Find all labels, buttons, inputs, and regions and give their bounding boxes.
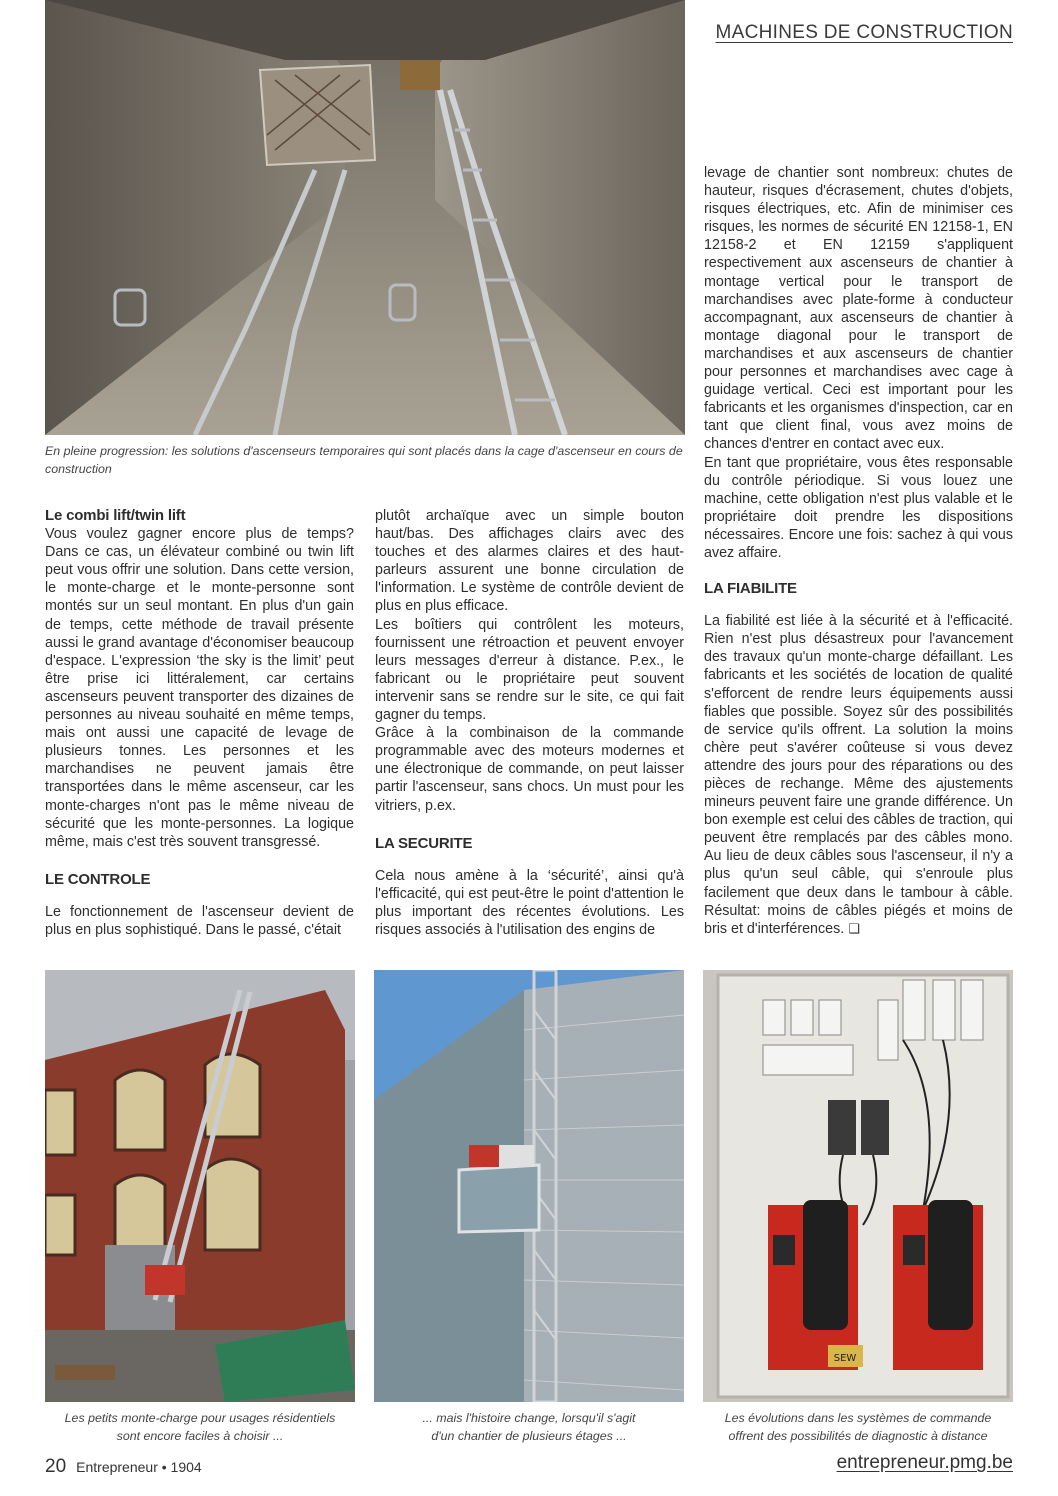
sew-sticker-text: SEW (833, 1353, 857, 1364)
article-column-2 (375, 507, 684, 939)
heading-la-securite: LA SECURITE (375, 834, 473, 852)
footer-left (45, 1456, 202, 1478)
tower-caption-line-2: d'un chantier de plusieurs étages ... (431, 1429, 627, 1443)
page-number: 20 (45, 1456, 67, 1477)
website-link[interactable]: entrepreneur.pmg.be (836, 1452, 1013, 1473)
brick-caption-line-2: sont encore faciles à choisir ... (116, 1429, 284, 1443)
paragraph-risques: levage de chantier sont nombreux: chutes de hauteur, risques d'écrasement, chutes d'objets, risques électriques, etc. Afin de minimiser ces risques, les normes de sécurité EN 12158-1, EN 12158-2 et EN 12159 s'appliquent respectivement aux ascenseurs de chantier à montage vertical pour le transport de marchandises avec plate-forme à conducteur accompagnant, aux ascenseurs de chantier à montage diagonal pour le transport de marchandises et aux ascenseurs de chantier pour personnes et marchandises avec cage à guidage vertical. Ceci est important pour les fabricants et les organismes d'inspection, car en tant que client final, vous avez moins de chances d'entrer en contact avec eux. (704, 165, 1013, 453)
brick-building-photo (45, 970, 355, 1402)
article-column-3 (704, 164, 1013, 938)
tower-lift-photo (374, 970, 684, 1402)
paragraph-boitiers: Les boîtiers qui contrôlent les moteurs, fournissent une rétroaction et peuvent envoyer leurs messages d'erreur à distance. P.ex., le fabricant ou le propriétaire peut souvent intervenir sans se rendre sur le site, ce qui fait gagner du temps. (375, 616, 684, 724)
end-of-article-mark: ❑ (848, 920, 860, 936)
paragraph-fiabilite (704, 612, 1013, 938)
brick-photo-caption (45, 1409, 355, 1445)
paragraph-proprietaire: En tant que propriétaire, vous êtes responsable du contrôle périodique. Si vous louez une machine, cette obligation n'est plus valable et le propriétaire doit prendre les dispositions nécessaires. Encore une fois: sachez à qui vous avez affaire. (704, 454, 1013, 561)
paragraph-securite: Cela nous amène à la ‘sécurité’, ainsi qu'à l'efficacité, qui est peut-être le point d'attention le plus important des récentes évolutions. Les risques associés à l'utilisation des engins de (375, 867, 684, 938)
heading-combi-lift: Le combi lift/twin lift (45, 507, 186, 524)
panel-photo-caption (703, 1409, 1013, 1445)
article-column-1 (45, 507, 354, 939)
tower-caption-line-1: ... mais l'histoire change, lorsqu'il s'agit (422, 1411, 636, 1425)
panel-caption-line-2: offrent des possibilités de diagnostic à distance (728, 1429, 988, 1443)
paragraph-combi-lift: Vous voulez gagner encore plus de temps? Dans ce cas, un élévateur combiné ou twin lift peut vous offrir une solution. Dans cette version, le monte-charge et le monte-personne sont montés sur un seul montant. En plus d'un gain de temps, cette méthode de travail présente aussi le grand avantage d'économiser beaucoup d'espace. L'expression ‘the sky is the limit’ peut être prise ici littéralement, car certains ascenseurs peuvent transporter des dizaines de personnes au niveau souhaité en même temps, mais ont aussi une capacité de levage de plusieurs tonnes. Les personnes et les marchandises ne peuvent jamais être transportées dans le même ascenseur, car les monte-charges n'ont pas le même niveau de sécurité que les monte-personnes. La logique même, mais c'est très souvent transgressé. (45, 526, 354, 850)
paragraph-le-controle: Le fonctionnement de l'ascenseur devient de plus en plus sophistiqué. Dans le passé, c'était (45, 903, 354, 938)
heading-le-controle: LE CONTROLE (45, 870, 151, 888)
section-title: MACHINES DE CONSTRUCTION (715, 22, 1013, 43)
tower-photo-caption (374, 1409, 684, 1445)
panel-caption-line-1: Les évolutions dans les systèmes de commande (724, 1411, 992, 1425)
control-panel-photo (703, 970, 1013, 1402)
brick-caption-line-1: Les petits monte-charge pour usages résidentiels (64, 1411, 336, 1425)
paragraph-controle-cont: plutôt archaïque avec un simple bouton haut/bas. Des affichages clairs avec des touches et des alarmes claires et des haut-parleurs assurent une bonne circulation de l'information. Le système de contrôle devient de plus en plus efficace. (375, 508, 684, 615)
paragraph-fiabilite-text: La fiabilité est liée à la sécurité et à l'efficacité. Rien n'est plus désastreux pour l'avancement des travaux qu'un monte-charge défaillant. Les fabricants et les sociétés de location de qualité s'efforcent de rendre leurs équipements aussi fiables que possible. Soyez sûr des possibilités de service qu'ils offrent. La solution la moins chère peut s'avérer coûteuse si vous devez attendre des jours pour des réparations ou des pièces de rechange. Même des ajustements mineurs peuvent faire une grande différence. Un bon exemple est celui des câbles de traction, qui peuvent être remplacés par des câbles mono. Au lieu de deux câbles sous l'ascenseur, il n'y a plus qu'un seul câble, qui s'enroule plus facilement que deux dans le tambour à câble. Résultat: moins de câbles piégés et moins de bris et d'interférences. (704, 613, 1013, 937)
shaft-photo-caption: En pleine progression: les solutions d'ascenseurs temporaires qui sont placés dans la cage d'ascenseur en cours de construction (45, 444, 683, 476)
elevator-shaft-photo (45, 0, 685, 435)
heading-la-fiabilite: LA FIABILITE (704, 580, 797, 598)
magazine-issue: Entrepreneur • 1904 (76, 1459, 202, 1475)
paragraph-commande: Grâce à la combinaison de la commande programmable avec des moteurs modernes et une électronique de commande, on peut laisser partir l'ascenseur, sans chocs. Un must pour les vitriers, p.ex. (375, 725, 684, 814)
